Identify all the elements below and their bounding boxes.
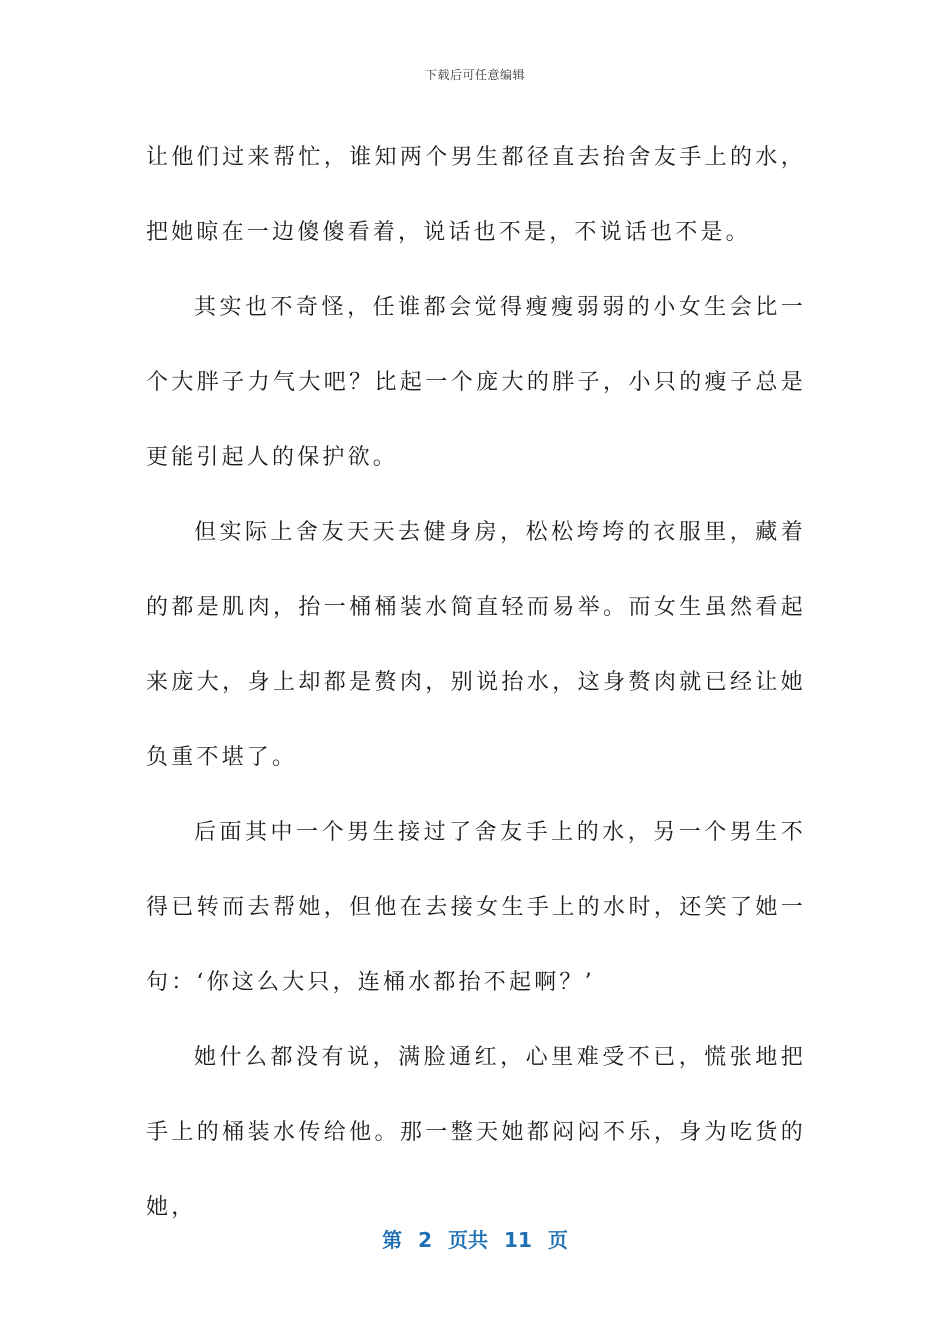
page-header: 下载后可任意编辑 bbox=[424, 68, 525, 82]
paragraph-3: 但实际上舍友天天去健身房，松松垮垮的衣服里，藏着的都是肌肉，抬一桶桶装水简直轻而易举。而女生虽然看起来庞大，身上却都是赘肉，别说抬水，这身赘肉就已经让她负重不堪了。 bbox=[146, 520, 806, 770]
footer-suffix: 页 bbox=[547, 1228, 568, 1252]
footer-total-pages: 11 bbox=[504, 1228, 532, 1252]
footer-prefix: 第 bbox=[382, 1228, 403, 1252]
footer-current-page: 2 bbox=[418, 1228, 433, 1252]
paragraph-1: 让他们过来帮忙，谁知两个男生都径直去抬舍友手上的水，把她晾在一边傻傻看着，说话也不是，不说话也不是。 bbox=[146, 145, 806, 245]
document-body bbox=[146, 120, 806, 1245]
paragraph-5: 她什么都没有说，满脸通红，心里难受不已，慌张地把手上的桶装水传给他。那一整天她都闷闷不乐，身为吃货的她， bbox=[146, 1045, 806, 1220]
paragraph-4: 后面其中一个男生接过了舍友手上的水，另一个男生不得已转而去帮她，但他在去接女生手上的水时，还笑了她一句：‘你这么大只，连桶水都抬不起啊？’ bbox=[146, 820, 806, 995]
page-footer bbox=[0, 1224, 950, 1253]
footer-middle: 页共 bbox=[448, 1228, 489, 1252]
paragraph-2: 其实也不奇怪，任谁都会觉得瘦瘦弱弱的小女生会比一个大胖子力气大吧？比起一个庞大的胖子，小只的瘦子总是更能引起人的保护欲。 bbox=[146, 295, 806, 470]
